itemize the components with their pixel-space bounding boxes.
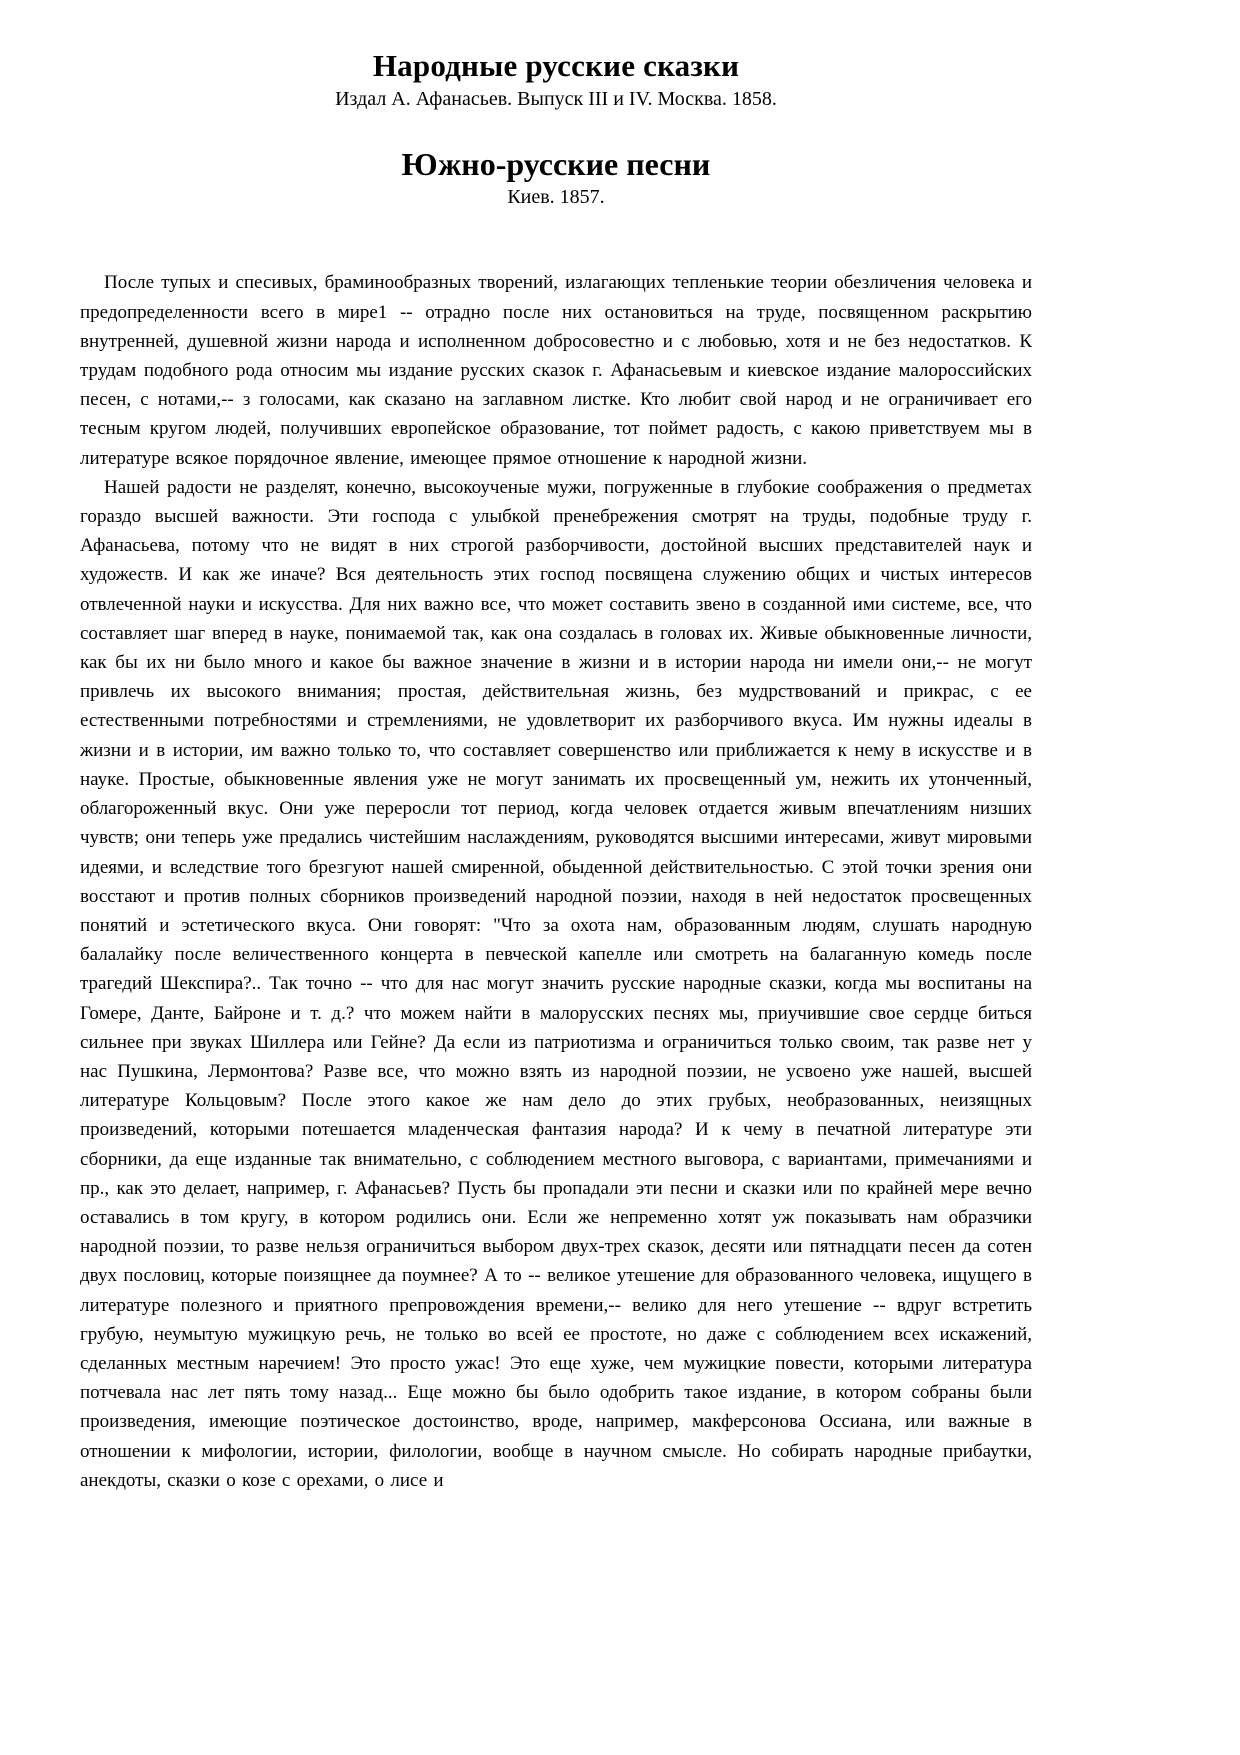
paragraph-1: После тупых и спесивых, браминообразных творений, излагающих тепленькие теории обезличения человека и предопределенности всего в мире1 -- отрадно после них остановиться на труде, посвященном раскрытию внутренней, душевной жизни народа и исполненном добросовестно и с любовью, хотя и не без недостатков. К трудам подобного рода относим мы издание русских сказок г. Афанасьевым и киевское издание малороссийских песен, с нотами,-- з голосами, как сказано на заглавном листке. Кто любит свой народ и не ограничивает его тесным кругом людей, получивших европейское образование, тот поймет радость, с какою приветствуем мы в литературе всякое порядочное явление, имеющее прямое отношение к народной жизни.	[80, 272, 1032, 469]
document-body	[80, 268, 1032, 1495]
paragraph-2: Нашей радости не разделят, конечно, высокоученые мужи, погруженные в глубокие соображения о предметах гораздо высшей важности. Эти господа с улыбкой пренебрежения смотрят на труды, подобные труду г. Афанасьева, потому что не видят в них строгой разборчивости, достойной высших представителей наук и художеств. И как же иначе? Вся деятельность этих господ посвящена служению общих и чистых интересов отвлеченной науки и искусства. Для них важно все, что может составить звено в созданной ими системе, все, что составляет шаг вперед в науке, понимаемой так, как она создалась в головах их. Живые обыкновенные личности, как бы их ни было много и какое бы важное значение в жизни и в истории народа ни имели они,-- не могут привлечь их высокого внимания; простая, действительная жизнь, без мудрствований и прикрас, с ее естественными потребностями и стремлениями, не удовлетворит их разборчивого вкуса. Им нужны идеалы в жизни и в истории, им важно только то, что составляет совершенство или приближается к нему в искусстве и в науке. Простые, обыкновенные явления уже не могут занимать их просвещенный ум, нежить их утонченный, облагороженный вкус. Они уже переросли тот период, когда человек отдается живым впечатлениям низших чувств; они теперь уже предались чистейшим наслаждениям, руководятся высшими интересами, живут мировыми идеями, и вследствие того брезгуют нашей смиренной, обыденной действительностью. С этой точки зрения они восстают и против полных сборников произведений народной поэзии, находя в ней недостаток просвещенных понятий и эстетического вкуса. Они говорят: "Что за охота нам, образованным людям, слушать народную балалайку после величественного концерта в певческой капелле или смотреть на балаганную комедь после трагедий Шекспира?.. Так точно -- что для нас могут значить русские народные сказки, когда мы воспитаны на Гомере, Данте, Байроне и т. д.? что можем найти в малорусских песнях мы, приучившие свое сердце биться сильнее при звуках Шиллера или Гейне? Да если из патриотизма и ограничиться только своим, так разве нет у нас Пушкина, Лермонтова? Разве все, что можно взять из народной поэзии, не усвоено уже нашей, высшей литературе Кольцовым? После этого какое же нам дело до этих грубых, необразованных, неизящных произведений, которыми потешается младенческая фантазия народа? И к чему в печатной литературе эти сборники, да еще изданные так внимательно, с соблюдением местного выговора, с вариантами, примечаниями и пр., как это делает, например, г. Афанасьев? Пусть бы пропадали эти песни и сказки или по крайней мере вечно оставались в том кругу, в котором родились они. Если же непременно хотят уж показывать нам образчики народной поэзии, то разве нельзя ограничиться выбором двух-трех сказок, десяти или пятнадцати песен да сотен двух пословиц, которые поизящнее да поумнее? А то -- великое утешение для образованного человека, ищущего в литературе полезного и приятного препровождения времени,-- велико для него утешение -- вдруг встретить грубую, неумытую мужицкую речь, не только во всей ее простоте, но даже с соблюдением всех искажений, сделанных местным наречием! Это просто ужас! Это еще хуже, чем мужицкие повести, которыми литература потчевала нас лет пять тому назад... Еще можно бы было одобрить такое издание, в котором собраны были произведения, имеющие поэтическое достоинство, вроде, например, макферсонова Оссиана, или важные в отношении к мифологии, истории, филологии, вообще в научном смысле. Но собирать народные прибаутки, анекдоты, сказки о козе с орехами, о лисе и	[80, 476, 1032, 1491]
main-title: Народные русские сказки	[372, 48, 740, 83]
main-subtitle: Издал А. Афанасьев. Выпуск III и IV. Москва. 1858.	[335, 87, 777, 110]
document-header	[80, 48, 1032, 210]
section-subtitle: Киев. 1857.	[507, 186, 605, 209]
section-title: Южно-русские песни	[401, 145, 711, 182]
